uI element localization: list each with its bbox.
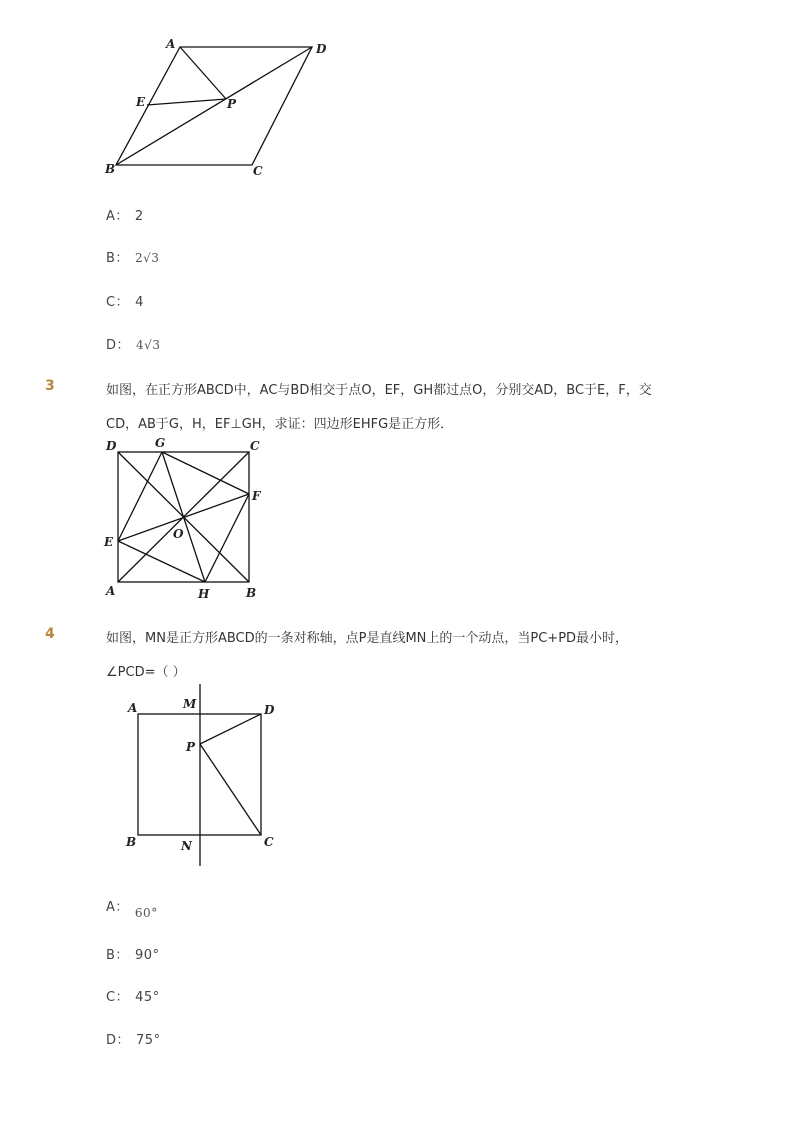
- option-key: D: [106, 1033, 117, 1048]
- q3-label-o: O: [173, 527, 184, 541]
- q4-label-b: B: [126, 835, 137, 849]
- q4-line-pd: [200, 714, 261, 744]
- option-sep: ：: [115, 295, 130, 310]
- option-sep: ：: [115, 251, 129, 266]
- q3-label-b: B: [246, 586, 257, 600]
- option-sep: ：: [115, 948, 129, 963]
- q2-label-e: E: [136, 95, 146, 109]
- option-value: 90°: [134, 948, 160, 963]
- option-sep: ：: [116, 1033, 131, 1048]
- option-key: D: [106, 338, 117, 353]
- q2-label-p: P: [227, 97, 237, 111]
- option-key: A: [106, 900, 116, 915]
- q3-label-h: H: [198, 587, 210, 601]
- q4-label-c: C: [264, 835, 274, 849]
- q3-text-line1: 如图，在正方形ABCD中，AC与BD相交于点O，EF，GH都过点O，分别交AD，BC于E，F，交: [106, 383, 652, 398]
- q4-option-c[interactable]: [106, 986, 160, 1005]
- radical-coefficient: 2: [134, 251, 144, 265]
- option-sep: ：: [115, 900, 129, 915]
- option-sep: ：: [115, 209, 129, 224]
- q2-label-c: C: [253, 164, 263, 178]
- q4-label-a: A: [128, 701, 138, 715]
- q4-number: 4: [45, 626, 55, 642]
- q4-line-pc: [200, 744, 261, 835]
- q4-label-m: M: [183, 697, 197, 711]
- option-sep: ：: [116, 338, 131, 353]
- q4-label-n: N: [181, 839, 192, 853]
- radical-sign: √: [144, 338, 153, 352]
- option-key: A: [106, 209, 116, 224]
- option-key: C: [106, 990, 116, 1005]
- option-key: B: [106, 948, 116, 963]
- q3-label-f: F: [252, 489, 261, 503]
- q3-text-line2: CD，AB于G，H，EF⊥GH，求证：四边形EHFG是正方形．: [106, 417, 454, 432]
- q2-label-b: B: [105, 162, 116, 176]
- radical-coefficient: 4: [136, 338, 145, 352]
- radical-sign: √: [143, 251, 152, 265]
- q4-option-d[interactable]: [106, 1029, 161, 1048]
- q4-option-a[interactable]: [106, 896, 158, 920]
- q2-label-d: D: [316, 42, 327, 56]
- radicand: 3: [151, 251, 160, 265]
- q3-label-e: E: [104, 535, 114, 549]
- q4-label-p: P: [186, 740, 196, 754]
- q4-option-b[interactable]: [106, 944, 159, 963]
- option-sep: ：: [115, 990, 130, 1005]
- option-value: 75°: [136, 1033, 161, 1048]
- q3-label-d: D: [106, 439, 117, 453]
- option-value: 4: [135, 295, 144, 310]
- option-value: 45°: [135, 990, 160, 1005]
- option-key: C: [106, 295, 116, 310]
- radicand: 3: [152, 338, 161, 352]
- q3-number: 3: [45, 378, 55, 394]
- q2-label-a: A: [166, 37, 176, 51]
- q4-text-line1: 如图，MN是正方形ABCD的一条对称轴，点P是直线MN上的一个动点，当PC+PD最小时，: [106, 631, 629, 646]
- option-value: 2: [134, 209, 144, 224]
- q3-label-a: A: [106, 584, 116, 598]
- q4-text-line2: ∠PCD=（ ）: [106, 665, 186, 680]
- q3-label-g: G: [155, 436, 166, 450]
- option-value: 60°: [134, 906, 158, 920]
- q3-label-c: C: [250, 439, 260, 453]
- q4-label-d: D: [264, 703, 275, 717]
- option-key: B: [106, 251, 116, 266]
